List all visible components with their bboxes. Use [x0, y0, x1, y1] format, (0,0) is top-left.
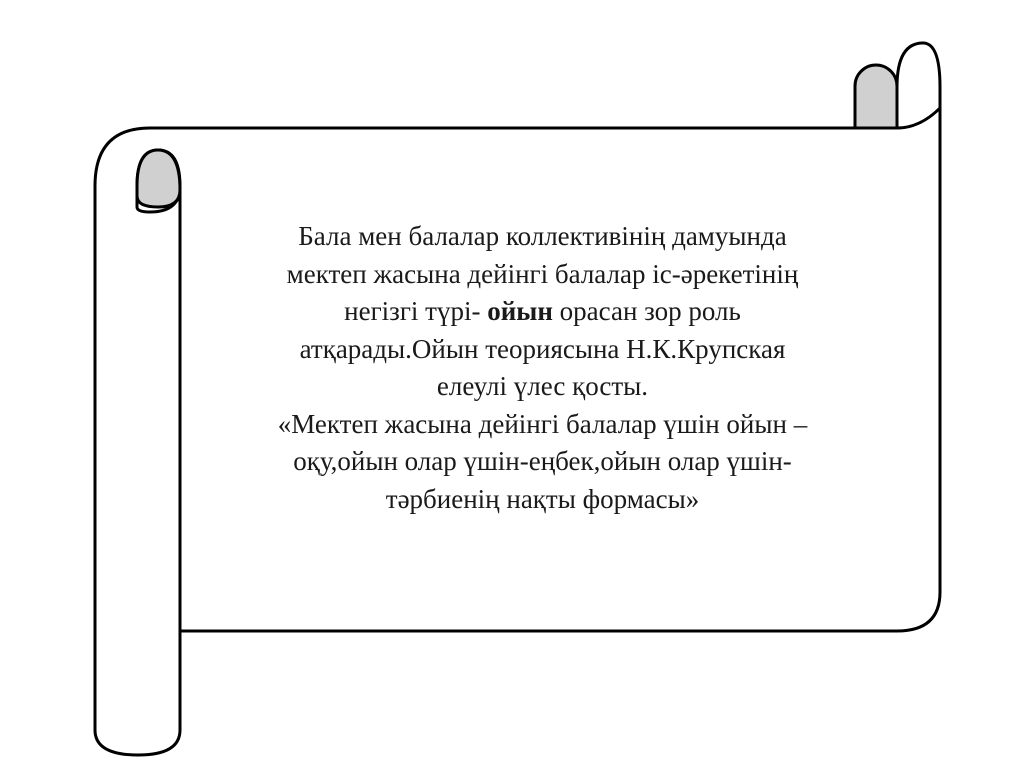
quote-line-3: тәрбиенің нақты формасы» [385, 483, 700, 514]
text-line-1: Бала мен балалар коллективінің дамуында [298, 221, 787, 251]
text-line-5: елеулі үлес қосты. [436, 371, 649, 401]
bold-keyword: ойын [487, 296, 553, 326]
quote-line-2: оқу,ойын олар үшін-еңбек,ойын олар үшін- [293, 446, 792, 476]
text-line-4: атқарады.Ойын теориясына Н.К.Крупская [299, 333, 786, 364]
text-line-2: мектеп жасына дейінгі балалар іс-әрекетінің [286, 258, 799, 289]
text-line-3-end: орасан зор роль [552, 296, 741, 326]
left-curl [137, 150, 180, 207]
quote-line-1: «Мектеп жасына дейінгі балалар үшін ойын – [277, 408, 808, 439]
top-right-curl [855, 65, 897, 128]
scroll-text [190, 218, 895, 518]
text-line-3 [190, 293, 895, 331]
text-line-3-start: негізгі түрі- [344, 296, 488, 326]
